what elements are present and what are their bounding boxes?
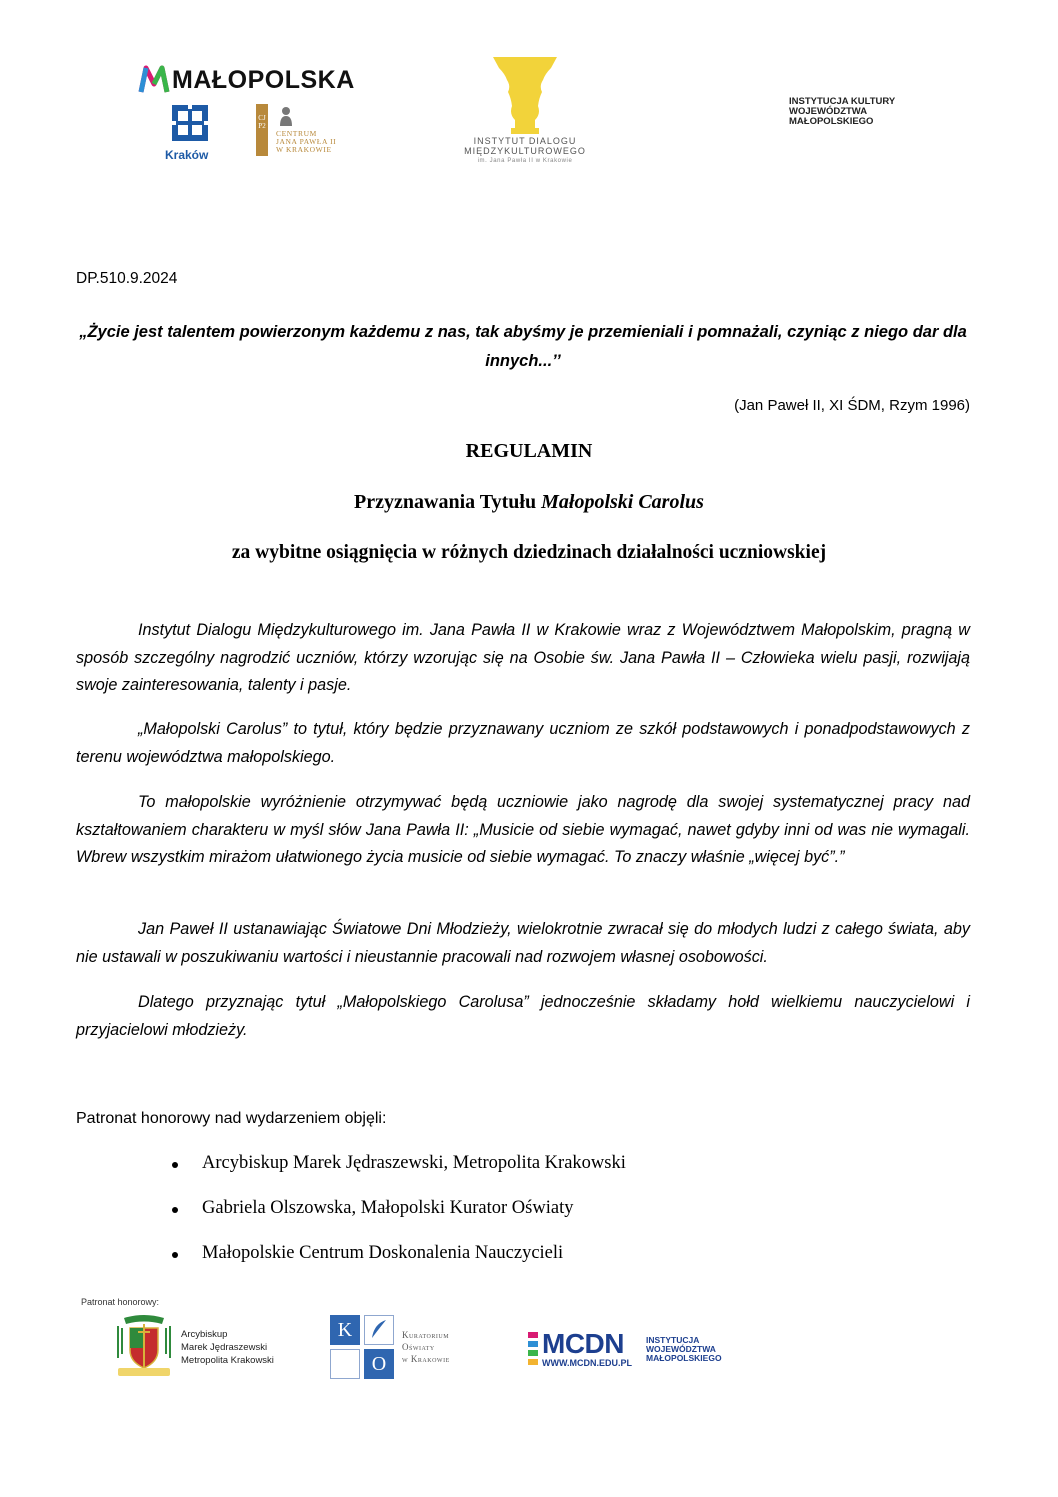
mcdn-wordmark: MCDN: [542, 1328, 624, 1359]
krakow-label: Kraków: [165, 148, 209, 162]
paragraph-2: „Małopolski Carolus” to tytuł, który będzie przyznawany uczniom ze szkół podstawowych i ponadpodstawowych z terenu województwa małopolskiego.: [76, 720, 970, 766]
patron-list: [172, 1153, 626, 1288]
cjp2-text: CENTRUM JANA PAWŁA II W KRAKOWIE: [276, 129, 337, 154]
list-item: Arcybiskup Marek Jędraszewski, Metropolita Krakowski: [172, 1153, 626, 1198]
idm-line3: im. Jana Pawła II w Krakowie: [477, 158, 573, 164]
malopolska-m-icon: [138, 62, 170, 96]
paragraph-3: To małopolskie wyróżnienie otrzymywać będą uczniowie jako nagrodę dla swojej systematycznej pracy nad kształtowaniem charakteru w myśl słów Jana Pawła II: „Musicie od siebie wymagać, nawet gdyby inni od was nie wymagali. Wbrew wszystkim mirażom ułatwionego życia musicie od siebie wymagać. To znaczy właśnie „więcej być”.”: [76, 793, 970, 866]
bullet-icon: [172, 1252, 178, 1258]
subtitle-award-name: Małopolski Carolus: [541, 491, 704, 513]
bullet-icon: [172, 1162, 178, 1168]
subtitle-prefix: Przyznawania Tytułu: [354, 491, 542, 513]
kuratorium-tile-outline-2: [330, 1349, 360, 1379]
goblet-faces-icon: [455, 54, 595, 136]
paragraph-4: Jan Paweł II ustanawiając Światowe Dni Młodzieży, wielokrotnie zwracał się do młodych ludzi z całego świata, aby nie ustawali w poszukiwaniu wartości i nieustannie pracowali nad rozwojem własnej osobowości.: [76, 920, 970, 966]
idm-line1: INSTYTUT DIALOGU: [473, 136, 577, 146]
quill-icon: [368, 1318, 390, 1340]
document-number: DP.510.9.2024: [76, 270, 178, 287]
footer-patronat-label: Patronat honorowy:: [81, 1297, 160, 1307]
pope-silhouette-icon: [278, 106, 294, 126]
krakow-emblem-icon: [171, 104, 209, 142]
paragraph-5: Dlatego przyznając tytuł „Małopolskiego Carolusa” jednocześnie składamy hołd wielkiemu nauczycielowi i przyjacielowi młodzieży.: [76, 993, 970, 1039]
malopolska-wordmark: MAŁOPOLSKA: [172, 66, 355, 94]
krakow-logo: [165, 104, 215, 164]
bullet-icon: [172, 1207, 178, 1213]
malopolska-logo: [138, 62, 368, 102]
coat-of-arms-icon: [112, 1314, 176, 1380]
archbishop-coat-of-arms-logo: [112, 1314, 282, 1384]
kuratorium-k-tile: K: [330, 1315, 360, 1345]
patronat-heading: Patronat honorowy nad wydarzeniem objęli:: [76, 1110, 387, 1127]
list-item: Małopolskie Centrum Doskonalenia Nauczycieli: [172, 1243, 626, 1288]
paragraph-1: Instytut Dialogu Międzykulturowego im. Jana Pawła II w Krakowie wraz z Województwem Małopolskim, pragną w sposób szczególny nagrodzić uczniów, którzy wzorując się na Osobie św. Jana Pawła II – Człowieka wielu pasji, rozwijają swoje zainteresowania, talenty i pasje.: [76, 621, 970, 694]
document-subtitle: [0, 491, 1058, 514]
mcdn-stripes-icon: [528, 1332, 540, 1366]
document-subtitle-2: za wybitne osiągnięcia w różnych dziedzinach działalności uczniowskiej: [231, 542, 827, 563]
idm-line2: MIĘDZYKULTUROWEGO: [464, 146, 586, 156]
list-item: Gabriela Olszowska, Małopolski Kurator Oświaty: [172, 1198, 626, 1243]
document-title: REGULAMIN: [465, 440, 593, 462]
mcdn-logo: [528, 1330, 728, 1370]
cjp2-mark: CJP2: [258, 114, 266, 130]
kuratorium-oswiaty-logo: [330, 1313, 470, 1385]
archbishop-text: Arcybiskup Marek Jędraszewski Metropolita Krakowski: [181, 1329, 274, 1366]
mcdn-institution-text: INSTYTUCJA WOJEWÓDZTWA MAŁOPOLSKIEGO: [646, 1335, 722, 1363]
cjp2-bar: [256, 104, 268, 156]
motto-source: (Jan Paweł II, XI ŚDM, Rzym 1996): [734, 397, 970, 414]
kuratorium-o-tile: O: [364, 1349, 394, 1379]
mcdn-url: WWW.MCDN.EDU.PL: [542, 1358, 632, 1368]
cjp2-logo: [256, 104, 346, 158]
idm-logo: [455, 54, 595, 172]
kuratorium-text: Kuratorium Oświaty w Krakowie: [402, 1330, 450, 1364]
motto-quote: „Życie jest talentem powierzonym każdemu z nas, tak abyśmy je przemieniali i pomnażali, czyniąc z niego dar dla innych...’’: [79, 323, 967, 370]
instytucja-kultury-logo: INSTYTUCJA KULTURY WOJEWÓDZTWA MAŁOPOLSKIEGO: [789, 96, 896, 127]
